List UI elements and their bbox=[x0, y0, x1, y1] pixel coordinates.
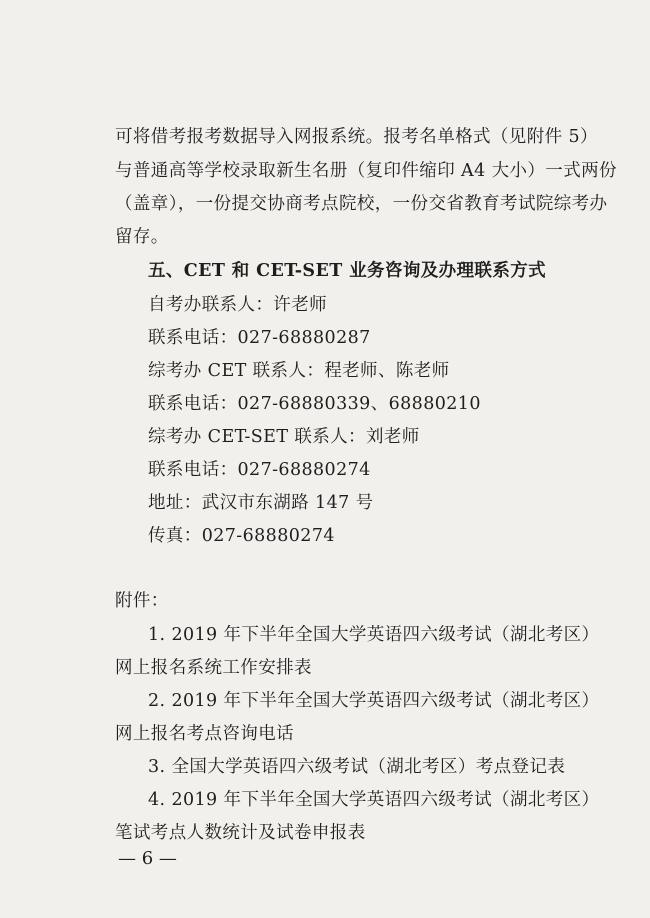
attachment-item: 4. 2019 年下半年全国大学英语四六级考试（湖北考区） bbox=[148, 790, 600, 810]
attachments-label: 附件： bbox=[115, 591, 169, 611]
address-line: 地址：武汉市东湖路 147 号 bbox=[148, 493, 374, 513]
page-number: — 6 — bbox=[118, 848, 177, 869]
section-heading: 五、CET 和 CET-SET 业务咨询及办理联系方式 bbox=[148, 261, 547, 281]
paragraph-line: （盖章），一份提交协商考点院校，一份交省教育考试院综考办 bbox=[115, 194, 608, 214]
attachment-item-continued: 笔试考点人数统计及试卷申报表 bbox=[115, 823, 366, 843]
paragraph-line: 可将借考报考数据导入网报系统。报考名单格式（见附件 5） bbox=[115, 127, 598, 147]
contact-line: 自考办联系人：许老师 bbox=[148, 295, 327, 315]
contact-line: 联系电话：027-68880274 bbox=[148, 460, 371, 480]
attachment-item-continued: 网上报名考点咨询电话 bbox=[115, 724, 294, 744]
attachment-item-continued: 网上报名系统工作安排表 bbox=[115, 658, 312, 678]
contact-line: 综考办 CET-SET 联系人：刘老师 bbox=[148, 427, 420, 447]
attachment-item: 2. 2019 年下半年全国大学英语四六级考试（湖北考区） bbox=[148, 691, 600, 711]
paragraph-line: 与普通高等学校录取新生名册（复印件缩印 A4 大小）一式两份 bbox=[115, 161, 617, 181]
fax-line: 传真：027-68880274 bbox=[148, 526, 335, 546]
attachment-item: 3. 全国大学英语四六级考试（湖北考区）考点登记表 bbox=[148, 757, 566, 777]
contact-line: 联系电话：027-68880287 bbox=[148, 328, 371, 348]
contact-line: 联系电话：027-68880339、68880210 bbox=[148, 394, 481, 414]
contact-line: 综考办 CET 联系人：程老师、陈老师 bbox=[148, 361, 450, 381]
paragraph-line: 留存。 bbox=[115, 227, 169, 247]
attachment-item: 1. 2019 年下半年全国大学英语四六级考试（湖北考区） bbox=[148, 625, 600, 645]
